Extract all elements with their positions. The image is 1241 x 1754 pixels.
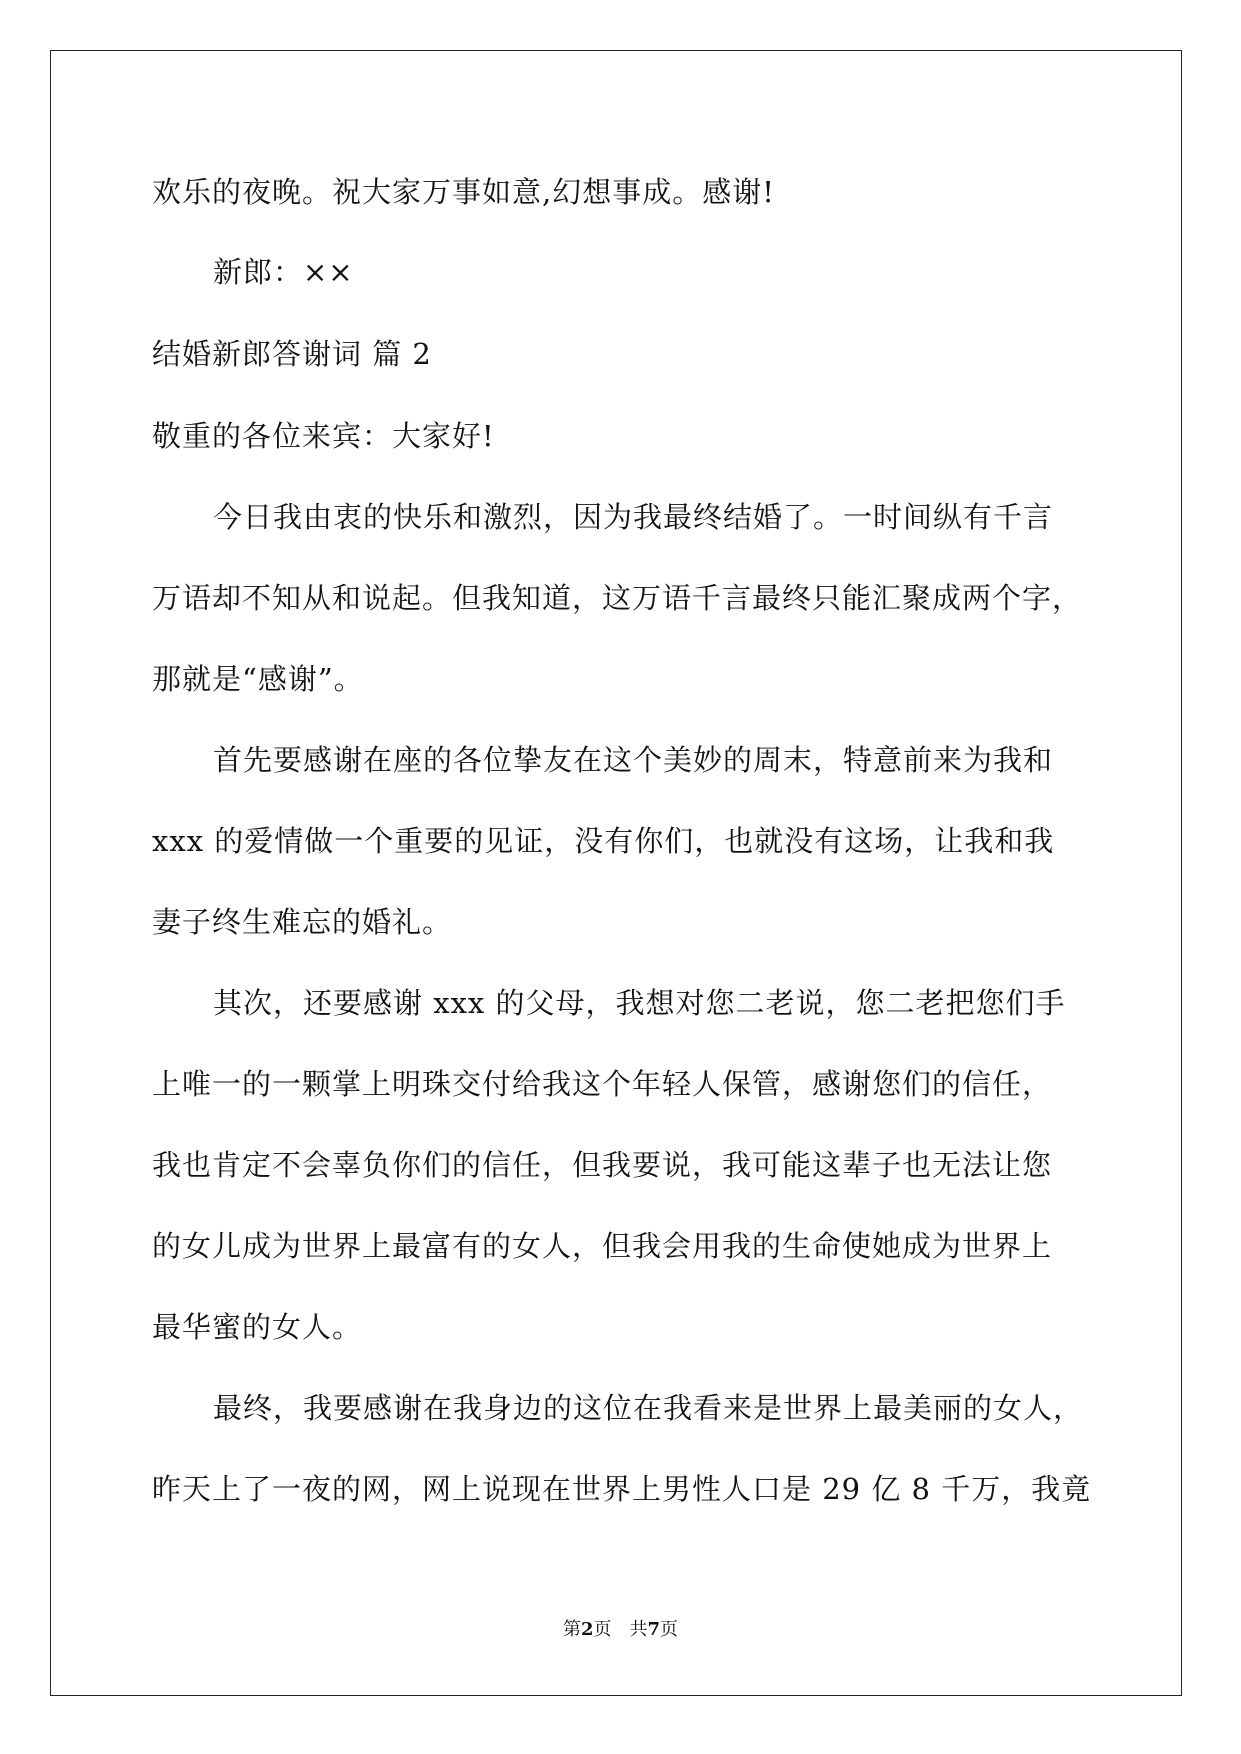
paragraph-line: 万语却不知从和说起。但我知道，这万语千言最终只能汇聚成两个字， — [152, 581, 1083, 615]
paragraph-line: 的女儿成为世界上最富有的女人，但我会用我的生命使她成为世界上 — [152, 1229, 1053, 1263]
page-border — [50, 50, 1182, 1696]
signature-line: 新郎：×× — [213, 255, 354, 289]
paragraph-line: 妻子终生难忘的婚礼。 — [152, 905, 453, 939]
section-heading: 结婚新郎答谢词 篇 2 — [152, 337, 432, 371]
paragraph-line: 那就是“感谢”。 — [152, 662, 364, 696]
paragraph-line: 其次，还要感谢 xxx 的父母，我想对您二老说，您二老把您们手 — [213, 986, 1066, 1020]
paragraph-line: 昨天上了一夜的网，网上说现在世界上男性人口是 29 亿 8 千万，我竟 — [152, 1472, 1092, 1506]
total-page-number: 7 — [647, 1619, 661, 1640]
text-line: 欢乐的夜晚。祝大家万事如意,幻想事成。感谢! — [152, 175, 775, 209]
paragraph-line: 我也肯定不会辜负你们的信任，但我要说，我可能这辈子也无法让您 — [152, 1148, 1053, 1182]
footer-prefix: 第 — [562, 1619, 581, 1640]
paragraph-line: 首先要感谢在座的各位挚友在这个美妙的周末，特意前来为我和 — [213, 743, 1054, 777]
page-footer — [0, 1618, 1241, 1642]
paragraph-line: 最华蜜的女人。 — [152, 1310, 363, 1344]
paragraph-line: 上唯一的一颗掌上明珠交付给我这个年轻人保管，感谢您们的信任， — [152, 1067, 1053, 1101]
paragraph-line: 最终，我要感谢在我身边的这位在我看来是世界上最美丽的女人， — [213, 1391, 1084, 1425]
paragraph-line: 今日我由衷的快乐和激烈，因为我最终结婚了。一时间纵有千言 — [213, 500, 1054, 534]
salutation: 敬重的各位来宾：大家好! — [152, 419, 495, 453]
footer-suffix: 页 — [660, 1619, 679, 1640]
paragraph-line: xxx 的爱情做一个重要的见证，没有你们，也就没有这场，让我和我 — [152, 824, 1055, 858]
current-page-number: 2 — [580, 1619, 594, 1640]
footer-middle: 页 共 — [593, 1619, 648, 1640]
